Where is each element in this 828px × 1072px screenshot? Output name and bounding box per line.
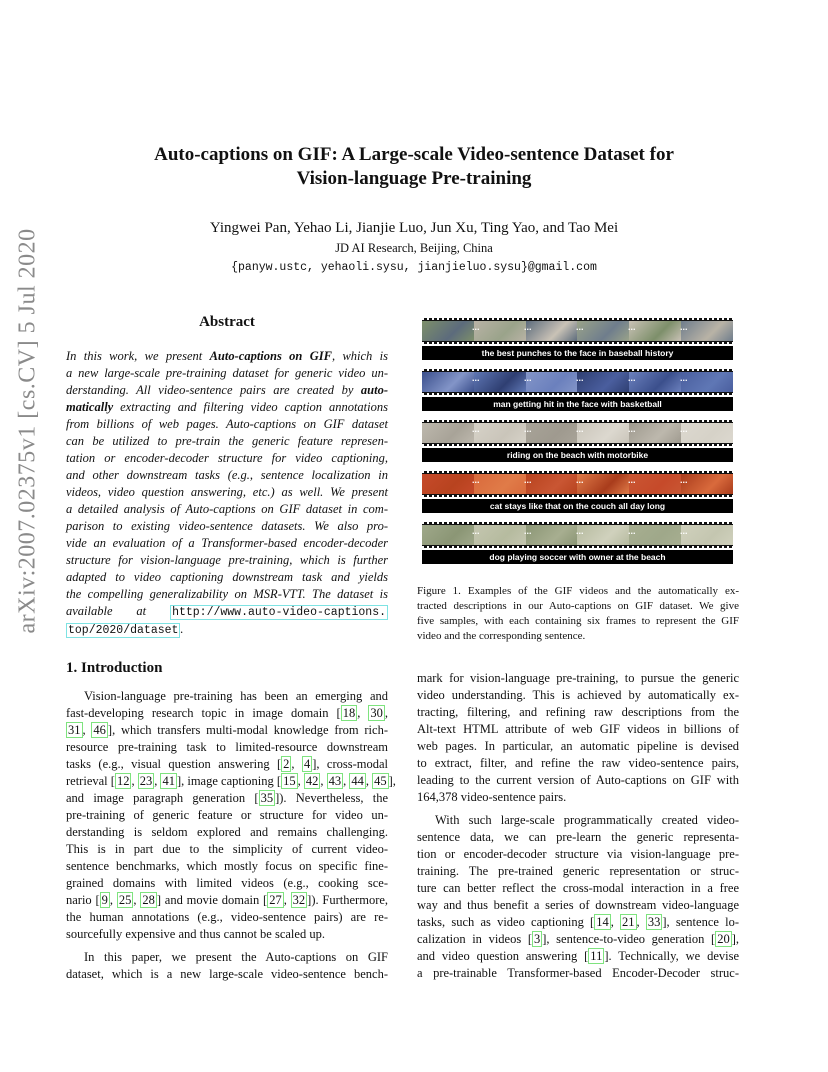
citation-link[interactable]: 3 xyxy=(534,932,541,946)
video-frame xyxy=(681,321,733,341)
film-perforation xyxy=(422,444,733,446)
ellipsis-marker: ... xyxy=(576,424,584,434)
text: ] and movie domain [ xyxy=(156,893,268,907)
video-frame xyxy=(422,525,474,545)
film-perforation xyxy=(422,522,733,524)
text: parison to existing video-sentence datasets. We also pro- xyxy=(66,519,388,533)
text: grained domains with limited videos (e.g., cooking sce- xyxy=(66,876,388,890)
video-frame xyxy=(629,525,681,545)
citation-link[interactable]: 46 xyxy=(93,723,106,737)
arxiv-stamp: arXiv:2007.02375v1 [cs.CV] 5 Jul 2020 xyxy=(14,228,41,634)
text: ]). Furthermore, xyxy=(307,893,389,907)
filmstrip xyxy=(422,420,733,446)
text: to extract, filter, and refine the raw video-sentence pairs, xyxy=(417,756,739,770)
text: a new large-scale pre-training dataset for generic video un- xyxy=(66,366,388,380)
film-perforation xyxy=(422,318,733,320)
text: tion or encoder-decoder structure via vision-language pre- xyxy=(417,847,739,861)
text: five samples, with each containing six frames to represent the GIF xyxy=(417,615,739,627)
citation-link[interactable]: 42 xyxy=(305,774,319,788)
ellipsis-marker: ... xyxy=(680,526,688,536)
text: In this work, we present xyxy=(66,349,210,363)
ellipsis-marker: ... xyxy=(524,424,532,434)
film-perforation xyxy=(422,420,733,422)
text: tasks, such as video captioning [ xyxy=(417,915,595,929)
abstract-body xyxy=(66,348,388,639)
citation-link[interactable]: 30 xyxy=(370,706,383,720)
citation-link[interactable]: 4 xyxy=(303,757,311,771)
citation-link[interactable]: 15 xyxy=(283,774,296,788)
filmstrip xyxy=(422,522,733,548)
emph: auto- xyxy=(360,383,388,397)
text: ture can better reflect the cross-modal interaction in a free xyxy=(417,881,739,895)
intro-right-column: mark for vision-language pre-training, to pursue the generic video understanding. This is achieved by automatically ex- tracting, filtering, and refining raw descriptions from the Alt-text HTML attribute of web GIF videos in billions of web pages. In particular, an automatic pipeline is devised to extract, filter, and refine the raw video-sentence pairs, leading to the current version of Auto-captions on GIF with 164,378 video-sentence pairs. With such large-scale programmatically created video- sentence data, we can pre-learn the generic representa- tion or encoder-decoder structure via vision-language pre- training. The pre-trained generic representation or struc- ture can better reflect the cross-modal interaction in a free way and thus benefit a series of downstream video-language tasks, such as video captioning [ 14 , 21 , 33 ], sentence lo- calization in videos [ 3 ], sentence-to-video generation [ 20 ], and video question answering [ 11 ]. Technically, we devise a pre-trainable Transformer-based Encoder-Decoder struc- xyxy=(417,671,740,980)
ellipsis-marker: ... xyxy=(576,373,584,383)
citation-link[interactable]: 41 xyxy=(162,774,175,788)
film-perforation xyxy=(422,393,733,395)
text: With such large-scale programmatically created video- xyxy=(435,813,739,827)
citation-link[interactable]: 21 xyxy=(622,915,635,929)
video-frame xyxy=(474,474,526,494)
text: can be utilized to pre-train the generic feature represen- xyxy=(66,434,388,448)
ellipsis-marker: ... xyxy=(472,424,480,434)
ellipsis-marker: ... xyxy=(680,322,688,332)
ellipsis-marker: ... xyxy=(524,526,532,536)
text: nario [ xyxy=(66,893,100,907)
video-frame xyxy=(526,372,578,392)
ellipsis-marker: ... xyxy=(524,322,532,332)
ellipsis-marker: ... xyxy=(628,475,636,485)
strip-caption: man getting hit in the face with basketball xyxy=(422,397,733,411)
text: calization in videos [ xyxy=(417,932,532,946)
text: ], cross-modal xyxy=(312,757,388,771)
video-frame xyxy=(629,423,681,443)
ellipsis-marker: ... xyxy=(576,475,584,485)
text: tracting, filtering, and refining raw descriptions from the xyxy=(417,705,739,719)
filmstrip xyxy=(422,318,733,344)
citation-link[interactable]: 35 xyxy=(260,791,274,805)
citation-link[interactable]: 31 xyxy=(68,723,81,737)
citation-link[interactable]: 11 xyxy=(590,949,603,963)
film-perforation xyxy=(422,369,733,371)
citation-link[interactable]: 33 xyxy=(647,915,661,929)
ellipsis-marker: ... xyxy=(628,424,636,434)
text: from billions of web pages. Auto-captions on GIF dataset xyxy=(66,417,388,431)
text: ], xyxy=(731,932,739,946)
text: Figure 1. Examples of the GIF videos and the automatically ex- xyxy=(417,585,739,597)
ellipsis-marker: ... xyxy=(628,373,636,383)
text: dataset, which is a new large-scale video-sentence bench- xyxy=(66,967,388,981)
text: and other downstream tasks (e.g., sentence localization in xyxy=(66,468,388,482)
film-perforation xyxy=(422,471,733,473)
ellipsis-marker: ... xyxy=(524,373,532,383)
emails: {panyw.ustc, yehaoli.sysu, jianjieluo.sysu}@gmail.com xyxy=(231,261,597,274)
intro-left-column: Vision-language pre-training has been an emerging and fast-developing research topic in image domain [ 18 , 30 , 31 , 46 ], which transfers multi-modal knowledge from rich- resource pre-training task to limited-resource downstream tasks (e.g., visual question answering [ 2 , 4 ], cross-modal retrieval [ 12 , 23 , 41 ], image captioning [ 15 , 42 , 43 , 44 , 45 ], and image paragraph generation [ 35 ]). Nevertheless, the pre-training of generic feature or structure for video un- derstanding is seldom explored and remains challenging. This is in part due to the simplicity of current video- sentence benchmarks, which mostly focus on specific fine- grained domains with limited videos (e.g., cooking sce- nario [ 9 , 25 , 28 ] and movie domain [ 27 , 32 ]). Furthermore, the human annotations (e.g., video-sentence pairs) are re- sourcefully expensive and thus cannot be scaled up. In this paper, we present the Auto-captions on GIF dataset, which is a new large-scale video-sentence bench- xyxy=(66,689,396,981)
text: sourcefully expensive and thus cannot be scaled up. xyxy=(66,927,325,941)
video-frame xyxy=(526,321,578,341)
text: retrieval [ xyxy=(66,774,115,788)
citation-link[interactable]: 27 xyxy=(269,893,282,907)
video-frame xyxy=(422,423,474,443)
ellipsis-marker: ... xyxy=(472,322,480,332)
text: Vision-language pre-training has been an emerging and xyxy=(84,689,388,703)
text: ]). Nevertheless, the xyxy=(275,791,389,805)
citation-link[interactable]: 20 xyxy=(717,932,730,946)
text: and video question answering [ xyxy=(417,949,589,963)
citation-link[interactable]: 28 xyxy=(142,893,155,907)
film-perforation xyxy=(422,546,733,548)
text: training. The pre-trained generic representation or struc- xyxy=(417,864,739,878)
video-frame xyxy=(577,474,629,494)
video-frame xyxy=(681,525,733,545)
text: extracting and filtering video caption annotations xyxy=(113,400,388,414)
text: the compelling generalizability on MSR-VTT. The dataset is xyxy=(66,587,388,601)
text: ], sentence lo- xyxy=(662,915,740,929)
text: a detailed analysis of Auto-captions on GIF dataset in com- xyxy=(66,502,388,516)
ellipsis-marker: ... xyxy=(628,322,636,332)
text: tracted descriptions in our Auto-captions on GIF dataset. We give xyxy=(417,600,739,612)
film-perforation xyxy=(422,342,733,344)
citation-link[interactable]: 2 xyxy=(283,757,290,771)
video-frame xyxy=(681,372,733,392)
video-frame xyxy=(681,474,733,494)
citation-link[interactable]: 32 xyxy=(292,893,306,907)
title-line-1: Auto-captions on GIF: A Large-scale Video-sentence Dataset for xyxy=(154,144,674,165)
filmstrip xyxy=(422,471,733,497)
video-frame xyxy=(474,321,526,341)
text: structure for vision-language pre-training, which is further xyxy=(66,553,388,567)
video-frame xyxy=(629,321,681,341)
text: pre-training of generic feature or structure for video un- xyxy=(66,808,388,822)
text: ], which transfers multi-modal knowledge from rich- xyxy=(107,723,388,737)
citation-link[interactable]: 25 xyxy=(118,893,132,907)
text: available at xyxy=(66,604,171,618)
text: derstanding. All video-sentence pairs are created by xyxy=(66,383,361,397)
text: ], sentence-to-video generation [ xyxy=(542,932,716,946)
text: 164,378 video-sentence pairs. xyxy=(417,790,567,804)
ellipsis-marker: ... xyxy=(680,373,688,383)
video-frame xyxy=(629,372,681,392)
ellipsis-marker: ... xyxy=(576,526,584,536)
dataset-name: Auto-captions on GIF xyxy=(209,349,332,363)
film-perforation xyxy=(422,495,733,497)
paper-title xyxy=(60,143,768,191)
text: video and the corresponding sentence. xyxy=(417,630,586,642)
text: ]. Technically, we devise xyxy=(604,949,740,963)
ellipsis-marker: ... xyxy=(680,424,688,434)
affiliation: JD AI Research, Beijing, China xyxy=(335,241,493,255)
text: the human annotations (e.g., video-sentence pairs) are re- xyxy=(66,910,388,924)
citation-link[interactable]: 9 xyxy=(101,893,108,907)
text: resource pre-training task to limited-resource downstream xyxy=(66,740,388,754)
text: fast-developing research topic in image domain xyxy=(66,706,337,720)
video-frame xyxy=(474,423,526,443)
video-frame xyxy=(526,525,578,545)
strip-caption: riding on the beach with motorbike xyxy=(422,448,733,462)
text: mark for vision-language pre-training, to pursue the generic xyxy=(417,671,739,685)
ellipsis-marker: ... xyxy=(576,322,584,332)
citation-link[interactable]: 44 xyxy=(351,774,364,788)
authors: Yingwei Pan, Yehao Li, Jianjie Luo, Jun Xu, Ting Yao, and Tao Mei xyxy=(209,220,619,236)
text: Alt-text HTML attribute of web GIF videos in billions of xyxy=(417,722,739,736)
citation-link[interactable]: 14 xyxy=(596,915,609,929)
text: tasks (e.g., visual question answering [ xyxy=(66,757,282,771)
ellipsis-marker: ... xyxy=(524,475,532,485)
text: adapted to video captioning downstream task and yields xyxy=(66,570,388,584)
citation-link[interactable]: 43 xyxy=(328,774,342,788)
video-frame xyxy=(526,423,578,443)
citation-link[interactable]: 12 xyxy=(116,774,130,788)
ellipsis-marker: ... xyxy=(472,373,480,383)
ellipsis-marker: ... xyxy=(680,475,688,485)
video-frame xyxy=(629,474,681,494)
strip-caption: cat stays like that on the couch all day long xyxy=(422,499,733,513)
citation-link[interactable]: 18 xyxy=(342,706,356,720)
text: derstanding is seldom explored and remains challenging. xyxy=(66,825,388,839)
text: ], xyxy=(388,774,396,788)
video-frame xyxy=(577,321,629,341)
text: videos, video question answering, etc.) as well. We present xyxy=(66,485,388,499)
figure-caption xyxy=(417,584,739,644)
emph: matically xyxy=(66,400,114,414)
video-frame xyxy=(422,474,474,494)
text: , which is xyxy=(331,349,388,363)
text: This is in part due to the simplicity of current video- xyxy=(66,842,388,856)
text: sentence benchmarks, which mostly focus on specific fine- xyxy=(66,859,388,873)
video-frame xyxy=(474,372,526,392)
video-frame xyxy=(577,372,629,392)
ellipsis-marker: ... xyxy=(472,526,480,536)
ellipsis-marker: ... xyxy=(472,475,480,485)
text: sentence data, we can pre-learn the generic representa- xyxy=(417,830,739,844)
text: video understanding. This is achieved by automatically ex- xyxy=(417,688,739,702)
dataset-url-link[interactable]: http://www.auto-video-captions. xyxy=(172,606,386,619)
title-line-2: Vision-language Pre-training xyxy=(296,168,532,189)
video-frame xyxy=(577,525,629,545)
strip-caption: the best punches to the face in baseball history xyxy=(422,346,733,360)
text: leading to the current version of Auto-captions on GIF with xyxy=(417,773,739,787)
text: way and thus benefit a series of downstream video-language xyxy=(417,898,739,912)
text: and image paragraph generation [ xyxy=(66,791,259,805)
abstract-heading: Abstract xyxy=(199,314,255,330)
video-frame xyxy=(422,321,474,341)
dataset-url-link-cont[interactable]: top/2020/dataset xyxy=(68,624,179,637)
section-heading-introduction: 1. Introduction xyxy=(66,660,163,676)
filmstrip xyxy=(422,369,733,395)
ellipsis-marker: ... xyxy=(628,526,636,536)
citation-link[interactable]: 45 xyxy=(374,774,387,788)
strip-caption: dog playing soccer with owner at the beach xyxy=(422,550,733,564)
citation-link[interactable]: 23 xyxy=(139,774,153,788)
video-frame xyxy=(526,474,578,494)
text: vide an evaluation of a Transformer-based encoder-decoder xyxy=(66,536,388,550)
text: ], image captioning [ xyxy=(176,774,282,788)
video-frame xyxy=(422,372,474,392)
video-frame xyxy=(681,423,733,443)
video-frame xyxy=(474,525,526,545)
text: tation or encoder-decoder structure for video captioning, xyxy=(66,451,388,465)
text: a pre-trainable Transformer-based Encoder-Decoder struc- xyxy=(417,966,739,980)
text: web pages. In particular, an automatic pipeline is devised xyxy=(417,739,739,753)
video-frame xyxy=(577,423,629,443)
text: . xyxy=(180,622,184,636)
text: In this paper, we present the Auto-captions on GIF xyxy=(84,950,388,964)
figure-1 xyxy=(422,318,733,568)
